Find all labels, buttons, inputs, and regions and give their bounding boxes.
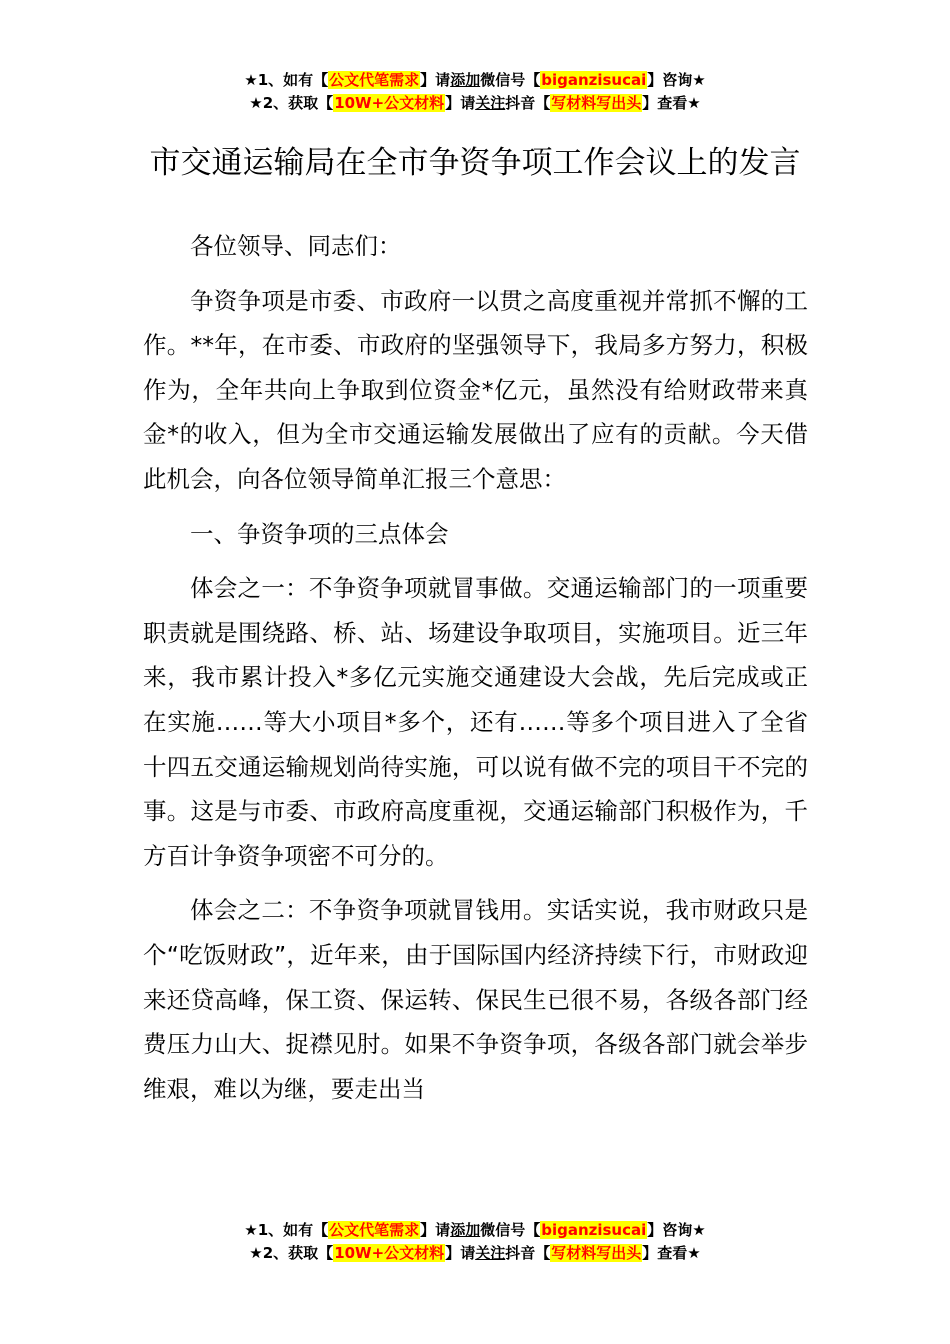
promo-line-2: ★2、获取【10W+公文材料】请关注抖音【写材料写出头】查看★	[249, 94, 701, 112]
promo-banner-bottom	[0, 1219, 950, 1265]
wechat-id: biganzisucai	[541, 1221, 647, 1239]
promo-highlight: 10W+公文材料	[334, 94, 445, 112]
promo-highlight: 公文代笔需求	[329, 1221, 420, 1239]
promo-line-2: ★2、获取【10W+公文材料】请关注抖音【写材料写出头】查看★	[249, 1244, 701, 1262]
paragraph: 体会之一：不争资争项就冒事做。交通运输部门的一项重要职责就是围绕路、桥、站、场建设争取项目，实施项目。近三年来，我市累计投入*多亿元实施交通建设大会战，先后完成或正在实施……等大小项目*多个，还有……等多个项目进入了全省十四五交通运输规划尚待实施，可以说有做不完的项目干不完的事。这是与市委、市政府高度重视，交通运输部门积极作为，千方百计争资争项密不可分的。	[143, 574, 808, 870]
paragraph: 体会之二：不争资争项就冒钱用。实话实说，我市财政只是个“吃饭财政”，近年来，由于国际国内经济持续下行，市财政迎来还贷高峰，保工资、保运转、保民生已很不易，各级各部门经费压力山大、捉襟见肘。如果不争资争项，各级各部门就会举步维艰，难以为继，要走出当	[143, 896, 808, 1103]
promo-line-1: ★1、如有【公文代笔需求】请添加微信号【biganzisucai】咨询★	[244, 1221, 706, 1239]
document-body	[143, 224, 808, 1121]
promo-highlight: 10W+公文材料	[334, 1244, 445, 1262]
document-title: 市交通运输局在全市争资争项工作会议上的发言	[149, 144, 801, 181]
promo-banner-top	[0, 69, 950, 115]
douyin-account: 写材料写出头	[551, 1244, 642, 1262]
douyin-account: 写材料写出头	[551, 94, 642, 112]
promo-highlight: 公文代笔需求	[329, 71, 420, 89]
greeting: 各位领导、同志们：	[190, 232, 402, 260]
promo-line-1: ★1、如有【公文代笔需求】请添加微信号【biganzisucai】咨询★	[244, 71, 706, 89]
paragraph: 争资争项是市委、市政府一以贯之高度重视并常抓不懈的工作。**年，在市委、市政府的坚强领导下，我局多方努力，积极作为，全年共向上争取到位资金*亿元，虽然没有给财政带来真金*的收入，但为全市交通运输发展做出了应有的贡献。今天借此机会，向各位领导简单汇报三个意思：	[143, 286, 808, 493]
wechat-id: biganzisucai	[541, 71, 647, 89]
section-heading: 一、争资争项的三点体会	[190, 519, 449, 548]
